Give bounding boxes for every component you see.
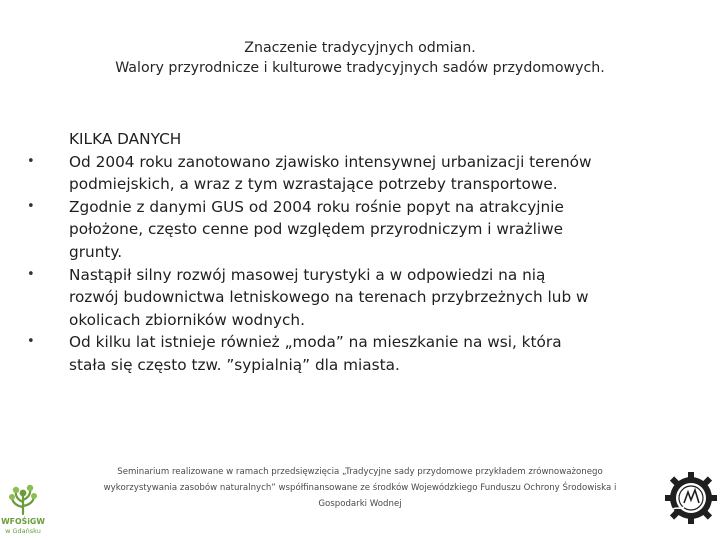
bullet-marker: • — [27, 266, 35, 282]
bullet-text-line: Nastąpił silny rozwój masowej turystyki a w odpowiedzi na nią — [69, 265, 546, 284]
footer-line-1: Seminarium realizowane w ramach przedsięwzięcia „Tradycyjne sady przydomowe przykładem zrównoważonego — [117, 467, 603, 477]
footer-line-2: wykorzystywania zasobów naturalnych” współfinansowane ze środków Wojewódzkiego Funduszu Ochrony Środowiska i — [103, 483, 617, 493]
bullet-item-1 — [24, 151, 664, 196]
slide-title-line-2: Walory przyrodnicze i kulturowe tradycyjnych sadów przydomowych. — [115, 60, 605, 76]
bullet-text-line: grunty. — [69, 242, 123, 261]
logo-left-subtitle: w Gdańsku — [5, 527, 41, 535]
bullet-marker: • — [27, 334, 35, 350]
bullet-list — [24, 151, 664, 377]
bullet-marker: • — [27, 198, 35, 214]
footer-note — [60, 464, 660, 512]
slide-title — [0, 38, 720, 78]
bullet-text-line: okolicach zbiorników wodnych. — [69, 310, 305, 329]
footer-line-3: Gospodarki Wodnej — [318, 499, 402, 509]
bullet-item-4 — [24, 331, 664, 376]
bullet-text-line: Zgodnie z danymi GUS od 2004 roku rośnie popyt na atrakcyjnie — [69, 197, 564, 216]
bullet-text-line: podmiejskich, a wraz z tym wzrastające potrzeby transportowe. — [69, 175, 558, 194]
bullet-text-line: Od 2004 roku zanotowano zjawisko intensywnej urbanizacji terenów — [69, 152, 592, 171]
bullet-text-line: rozwój budownictwa letniskowego na terenach przybrzeżnych lub w — [69, 288, 589, 307]
slide-title-line-1: Znaczenie tradycyjnych odmian. — [244, 40, 476, 56]
bullet-text-line: Od kilku lat istnieje również „moda” na mieszkanie na wsi, która — [69, 333, 562, 352]
bullet-item-2 — [24, 196, 664, 264]
bullet-marker: • — [27, 153, 35, 169]
logo-left-name: WFOŚiGW — [1, 517, 45, 526]
bullet-text-line: położone, często cenne pod względem przyrodniczym i wrażliwe — [69, 220, 563, 239]
bullet-item-3 — [24, 264, 664, 332]
slide-body — [24, 128, 664, 377]
bullet-text-line: stała się często tzw. ”sypialnią” dla miasta. — [69, 355, 400, 374]
gear-emblem-icon — [664, 470, 718, 526]
section-heading: KILKA DANYCH — [69, 130, 182, 148]
